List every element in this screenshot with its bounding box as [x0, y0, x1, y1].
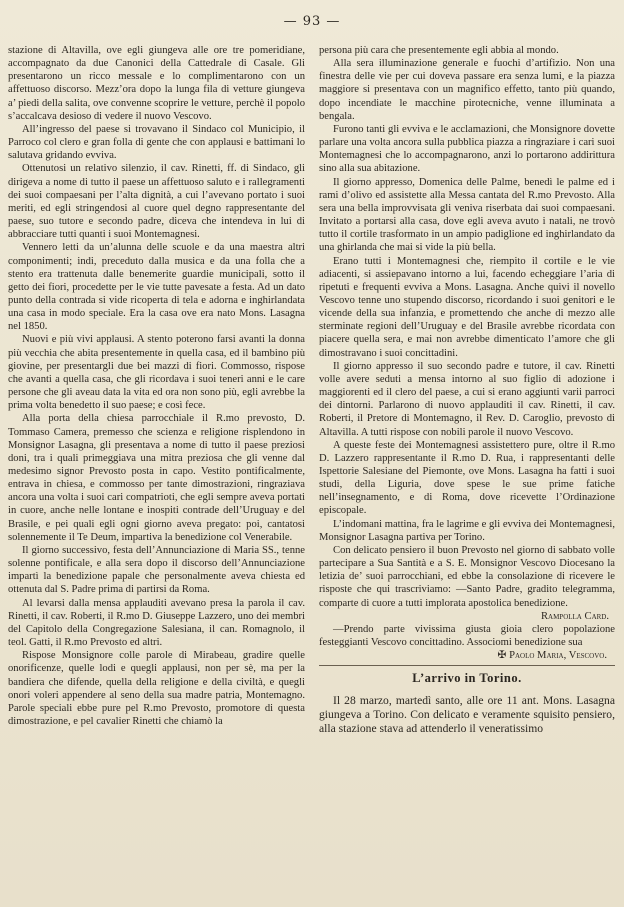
section-title: L’arrivo in Torino.: [412, 671, 522, 686]
paragraph: Erano tutti i Montemagnesi che, riempito il cortile e le vie adiacenti, si assiepavano intorno a lui, facendo echeggiare l’aria di ripetuti e frequenti evviva a Mons. Lasagna. Anche quivi il novello Vescovo tenne uno stupendo discorso, ricordando i suoi genitori e le vicende della sua infanzia, e promettendo che anche di mezzo alle sterminate regioni dell’Uruguay e del Brasile avrebbe ricordata con piacere quella sera, e mai non avrebbe dimenticato l’amore che gli dimostravano i suoi concittadini.: [319, 255, 615, 359]
left-column: [8, 44, 305, 900]
page-number: — 93 —: [283, 14, 341, 29]
paragraph: Il giorno appresso, Domenica delle Palme, benedì le palme ed i rami d’olivo ed assistette alla Messa cantata del R.mo Prevosto. Alla sera una bella improvvisata gli veniva riserbata dai suoi compaesani. Invitato a portarsi alla casa, dove egli aveva avuto i natali, ne trovò tutto il cortile trasformato in un ampio padiglione ed inghirlandato da una ghirlanda che mai si vide la più bella.: [319, 176, 615, 254]
paragraph: A queste feste dei Montemagnesi assistettero pure, oltre il R.mo D. Lazzero rappresentante il R.mo D. Rua, i rappresentanti delle Ispettorie Salesiane del Piemonte, ove Mons. Lasagna ha fatti i suoi studi, della Liguria, dove spese le sue prime fatiche nell’insegnamento, e di Roma, dove ricevette l’Ordinazione episcopale.: [319, 439, 615, 517]
paragraph: Alla sera illuminazione generale e fuochi d’artifizio. Non una finestra delle vie per cui doveva passare era senza lumi, e la piazza maggiore si presentava con un magnifico effetto, tanto più quando, dopo incendiate le macchine pirotecniche, venne illuminata a bengala.: [319, 58, 615, 122]
paragraph: Vennero letti da un’alunna delle scuole e da una maestra altri componimenti; indi, preceduto dalla musica e da una folla che a stento era trattenuta dalle benemerite guardie municipali, sotto il getto dei fiori, procedette per le vie tutte pavesate a festa. Ad un dato punto della contrada si vide ricoperta di tela e adorna e inghirlandata una casa in modo speciale. Era la casa ove era nato Mons. Lasagna nel 1850.: [8, 242, 305, 333]
paragraph: L’indomani mattina, fra le lagrime e gli evviva dei Montemagnesi, Monsignor Lasagna partiva per Torino.: [319, 518, 615, 543]
paragraph: —Prendo parte vivissima giusta gioia clero popolazione festeggianti Vescovo concittadino. Associomi benedizione sua: [319, 623, 615, 649]
signature-rampolla: Rampolla Card.: [540, 610, 609, 622]
paragraph: Il giorno appresso il suo secondo padre e tutore, il cav. Rinetti volle avere seduti a mensa intorno al suo figlio di adozione i maggiorenti ed il clero del paese, a cui si erano aggiunti varii parroci dei dintorni. Parlarono di nuovo applauditi il cav. Rinetti, il cav. Roberti, il Pretore di Montemagno, il Rev. D. Caroglio, prevosto di Altavilla. A tutti rispose con nobili parole il nuovo Vescovo.: [319, 360, 615, 438]
paragraph: persona più cara che presentemente egli abbia al mondo.: [319, 45, 559, 56]
lead-paragraph: Il 28 marzo, martedì santo, alle ore 11 ant. Mons. Lasagna giungeva a Torino. Con delicato e veramente squisito pensiero, alla stazione stava ad attenderlo il veneratissimo: [319, 693, 615, 735]
signature-bishop: ✠ Paolo Maria, Vescovo.: [497, 650, 607, 662]
paragraph: Con delicato pensiero il buon Prevosto nel giorno di sabbato volle partecipare a Sua Santità e a S. E. Monsignor Vescovo Diocesano la letizia de’ suoi parrocchiani, ed ebbe la consolazione di ricevere le risposte che qui trascriviamo: —Santo Padre, gradito telegramma, comparte di cuore a tutti implorata apostolica benedizione.: [319, 544, 615, 609]
paragraph: Rispose Monsignore colle parole di Mirabeau, gradire quelle onorificenze, quelle lodi e quegli applausi, non per sè, ma per la bandiera che difende, quella della religione e della civiltà, e quegli onori voleri appendere al seno della sua madre patria, Montemagno. Parole speciali ebbe pure pel R.mo Prevosto, promotore di questa dimostrazione, e pel cavalier Rinetti che chiamò la: [8, 650, 305, 727]
section-divider: [319, 665, 615, 666]
paragraph: All’ingresso del paese si trovavano il Sindaco col Municipio, il Parroco col clero e gran folla di gente che con applausi e battimani lo salutava gridando evviva.: [8, 123, 305, 162]
paragraph: Il giorno successivo, festa dell’Annunciazione di Maria SS., tenne solenne pontificale, e alla sera dopo il discorso dell’Annunciazione impartì la benedizione papale che personalmente aveva chiesta ed ottenuta dal S. Padre prima di partirsi da Roma.: [8, 544, 305, 596]
paragraph: Nuovi e più vivi applausi. A stento poterono farsi avanti la donna più vecchia che abita presentemente in quella casa, ed il bambino più giovine, per presentargli due bei mazzi di fiori. Commosso, rispose che avanti a quella casa, che gli ricordava i suoi teneri anni e le care persone che gli aveau data la vita ed ora non sono più, egli avrebbe la prima volta benedetto il suo paese; e così fece.: [8, 334, 305, 412]
paragraph: Ottenutosi un relativo silenzio, il cav. Rinetti, ff. di Sindaco, gli dirigeva a nome di tutto il paese un affettuoso saluto e i rallegramenti dei suoi compaesani per l’alta dignità, a cui l’avevano portato i suoi meriti, ed egli stringendosi al cuore quel degno rappresentante del paese, suo tutore e secondo padre, diceva che intendeva in lui di abbracciare tutti quanti i suoi Montemagnesi.: [8, 163, 305, 241]
paragraph: Furono tanti gli evviva e le acclamazioni, che Monsignore dovette parlare una volta ancora sulla pubblica piazza a ringraziare i cari suoi Montemagnesi che lo accompagnarono, anzi lo portarono addirittura sino alla sua abitazione.: [319, 123, 615, 175]
paragraph: Alla porta della chiesa parrocchiale il R.mo prevosto, D. Tommaso Camera, premesso che scienza e religione risplendono in Monsignor Lasagna, gli presentava a nome di tutto il paese preziosi doni, tra i quali primeggiava una mitra preziosa che gli venne dal medesimo signor Prevosto posta in capo. Vestito pontificalmente, entrava in chiesa, e commosso per tante dimostrazioni, ringraziava ancora una volta i suoi cari compatrioti, che egli sempre aveva portati in cuore, anche nelle lontane e inospiti contrade dell’Uruguay e del Brasile, e pei quali egli ogni giorno aveva pregato: poi, cantatosi solennemente il Te Deum, impartiva la benedizione col Venerabile.: [8, 413, 305, 543]
paragraph: Al levarsi dalla mensa applauditi avevano presa la parola il cav. Rinetti, il cav. Roberti, il R.mo D. Giuseppe Lazzero, uno dei membri del Capitolo della Congregazione Salesiana, il can. Romagnolo, il teol. Gatti, il R.mo Prevosto ed altri.: [8, 597, 305, 649]
paragraph: stazione di Altavilla, ove egli giungeva alle ore tre pomeridiane, accompagnato da due Canonici della Cattedrale di Casale. Gli presentarono un ricco messale e lo complimentarono con un affettuoso discorso. Mezz’ora dopo la lunga fila di vetture giungeva a’ piedi della salita, ove convenne scoprire le vetture, perchè il popolo s’accalcava desioso di vedere il nuovo Vescovo.: [8, 45, 305, 122]
right-column: [319, 44, 615, 900]
